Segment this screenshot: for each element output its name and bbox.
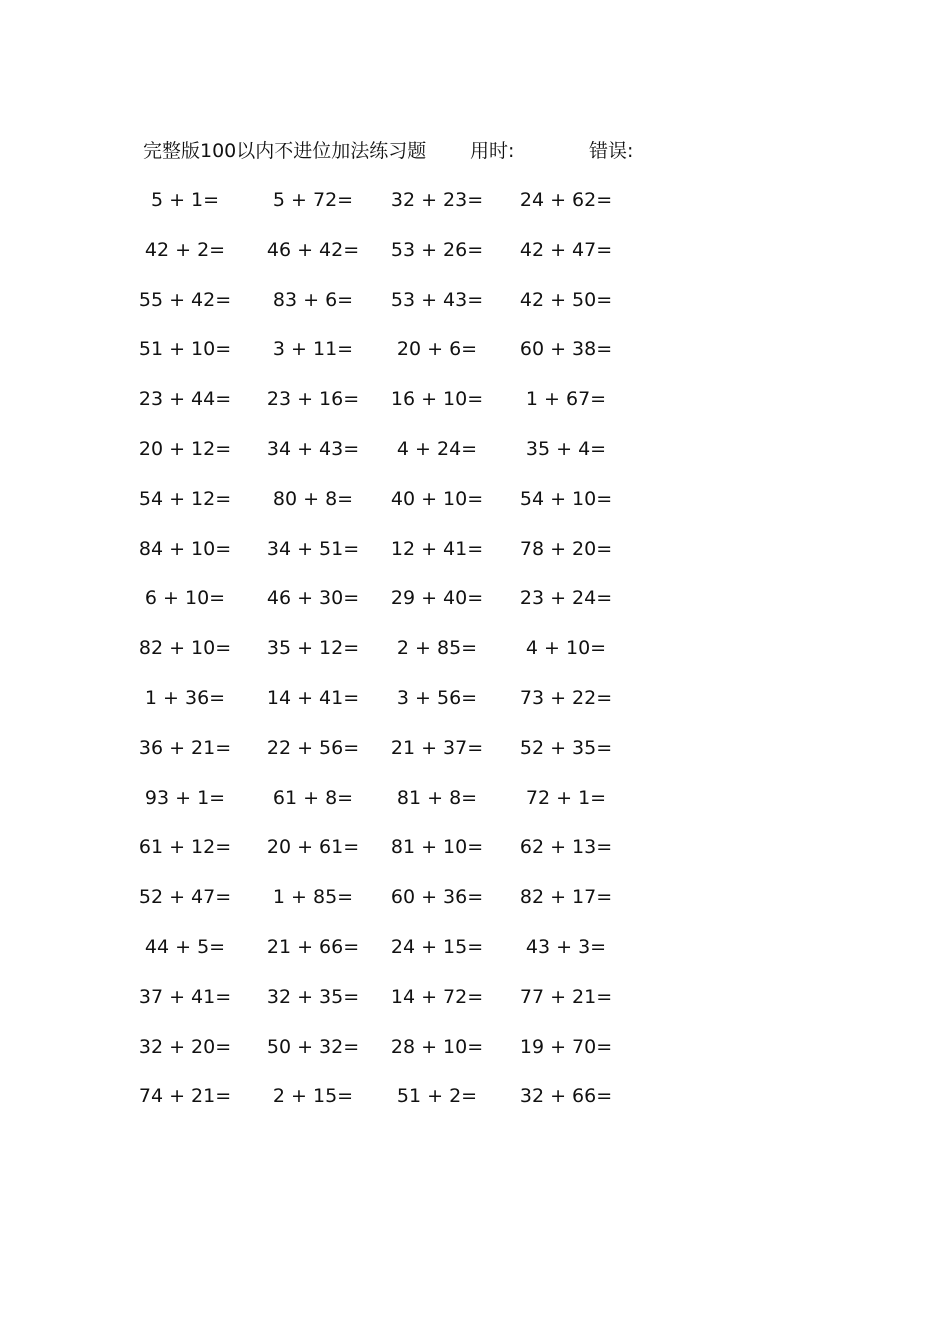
problem-item: 21 + 66= <box>266 935 360 958</box>
problem-item: 83 + 6= <box>272 288 354 311</box>
problem-row <box>143 583 663 633</box>
problem-row <box>138 882 663 932</box>
problem-item: 20 + 12= <box>138 437 232 460</box>
problem-item: 77 + 21= <box>519 985 613 1008</box>
problem-item: 23 + 44= <box>138 388 232 411</box>
problem-item: 3 + 11= <box>272 338 354 361</box>
problem-item: 37 + 41= <box>138 985 232 1008</box>
problem-row <box>138 733 663 783</box>
problem-item: 78 + 20= <box>519 537 613 560</box>
problem-item: 60 + 36= <box>390 886 484 909</box>
problem-item: 34 + 51= <box>266 537 360 560</box>
problem-item: 51 + 10= <box>138 338 232 361</box>
problem-row <box>143 235 663 285</box>
problem-item: 81 + 8= <box>396 786 478 809</box>
problem-item: 46 + 42= <box>266 238 360 261</box>
problem-row <box>138 484 663 534</box>
problem-item: 3 + 56= <box>396 686 478 709</box>
problem-item: 42 + 50= <box>519 288 613 311</box>
problem-item: 28 + 10= <box>390 1035 484 1058</box>
problem-item: 5 + 72= <box>272 189 354 211</box>
problem-item: 12 + 41= <box>390 537 484 560</box>
problem-item: 1 + 85= <box>272 886 354 909</box>
problem-item: 29 + 40= <box>390 587 484 610</box>
problem-item: 53 + 43= <box>390 288 484 311</box>
problem-item: 51 + 2= <box>396 1085 478 1108</box>
problem-item: 32 + 23= <box>390 189 484 211</box>
problem-item: 21 + 37= <box>390 736 484 759</box>
problem-item: 61 + 8= <box>272 786 354 809</box>
problem-item: 72 + 1= <box>525 786 607 809</box>
problem-item: 55 + 42= <box>138 288 232 311</box>
problem-item: 24 + 15= <box>390 935 484 958</box>
problem-row <box>138 334 663 384</box>
problem-item: 32 + 20= <box>138 1035 232 1058</box>
problem-item: 81 + 10= <box>390 836 484 859</box>
problem-row <box>143 932 663 982</box>
problem-item: 43 + 3= <box>525 935 607 958</box>
problem-item: 42 + 2= <box>144 238 226 261</box>
problem-row <box>143 185 663 235</box>
problem-item: 53 + 26= <box>390 238 484 261</box>
problem-item: 74 + 21= <box>138 1085 232 1108</box>
problem-item: 1 + 67= <box>525 388 607 411</box>
problem-item: 4 + 10= <box>525 637 607 660</box>
problem-row <box>138 1081 663 1131</box>
problem-row <box>143 783 663 833</box>
problem-item: 52 + 47= <box>138 886 232 909</box>
problem-item: 5 + 1= <box>150 189 220 211</box>
problem-item: 84 + 10= <box>138 537 232 560</box>
problem-item: 20 + 6= <box>396 338 478 361</box>
problem-grid <box>138 185 663 1131</box>
problem-item: 46 + 30= <box>266 587 360 610</box>
problem-row <box>138 434 663 484</box>
problem-item: 50 + 32= <box>266 1035 360 1058</box>
problem-item: 4 + 24= <box>396 437 478 460</box>
problem-item: 82 + 10= <box>138 637 232 660</box>
problem-item: 6 + 10= <box>144 587 226 610</box>
problem-item: 73 + 22= <box>519 686 613 709</box>
problem-item: 19 + 70= <box>519 1035 613 1058</box>
problem-item: 14 + 72= <box>390 985 484 1008</box>
problem-item: 42 + 47= <box>519 238 613 261</box>
problem-item: 2 + 15= <box>272 1085 354 1108</box>
problem-row <box>143 683 663 733</box>
problem-item: 34 + 43= <box>266 437 360 460</box>
problem-row <box>138 384 663 434</box>
problem-item: 35 + 4= <box>525 437 607 460</box>
problem-row <box>138 633 663 683</box>
problem-row <box>138 832 663 882</box>
problem-row <box>138 982 663 1032</box>
problem-item: 40 + 10= <box>390 487 484 510</box>
problem-item: 60 + 38= <box>519 338 613 361</box>
problem-item: 54 + 10= <box>519 487 613 510</box>
worksheet-title: 完整版100以内不进位加法练习题 <box>143 140 427 162</box>
problem-row <box>138 1032 663 1082</box>
time-label: 用时: <box>470 140 515 162</box>
problem-item: 44 + 5= <box>144 935 226 958</box>
problem-item: 93 + 1= <box>144 786 226 809</box>
problem-item: 54 + 12= <box>138 487 232 510</box>
problem-item: 20 + 61= <box>266 836 360 859</box>
problem-item: 14 + 41= <box>266 686 360 709</box>
problem-row <box>138 285 663 335</box>
problem-item: 82 + 17= <box>519 886 613 909</box>
problem-item: 35 + 12= <box>266 637 360 660</box>
problem-item: 16 + 10= <box>390 388 484 411</box>
problem-item: 23 + 16= <box>266 388 360 411</box>
problem-item: 52 + 35= <box>519 736 613 759</box>
problem-item: 61 + 12= <box>138 836 232 859</box>
problem-item: 62 + 13= <box>519 836 613 859</box>
problem-item: 36 + 21= <box>138 736 232 759</box>
problem-row <box>138 534 663 584</box>
problem-item: 80 + 8= <box>272 487 354 510</box>
problem-item: 1 + 36= <box>144 686 226 709</box>
problem-item: 32 + 66= <box>519 1085 613 1108</box>
problem-item: 24 + 62= <box>519 189 613 211</box>
problem-item: 22 + 56= <box>266 736 360 759</box>
errors-label: 错误: <box>589 140 634 162</box>
problem-item: 23 + 24= <box>519 587 613 610</box>
problem-item: 2 + 85= <box>396 637 478 660</box>
problem-item: 32 + 35= <box>266 985 360 1008</box>
